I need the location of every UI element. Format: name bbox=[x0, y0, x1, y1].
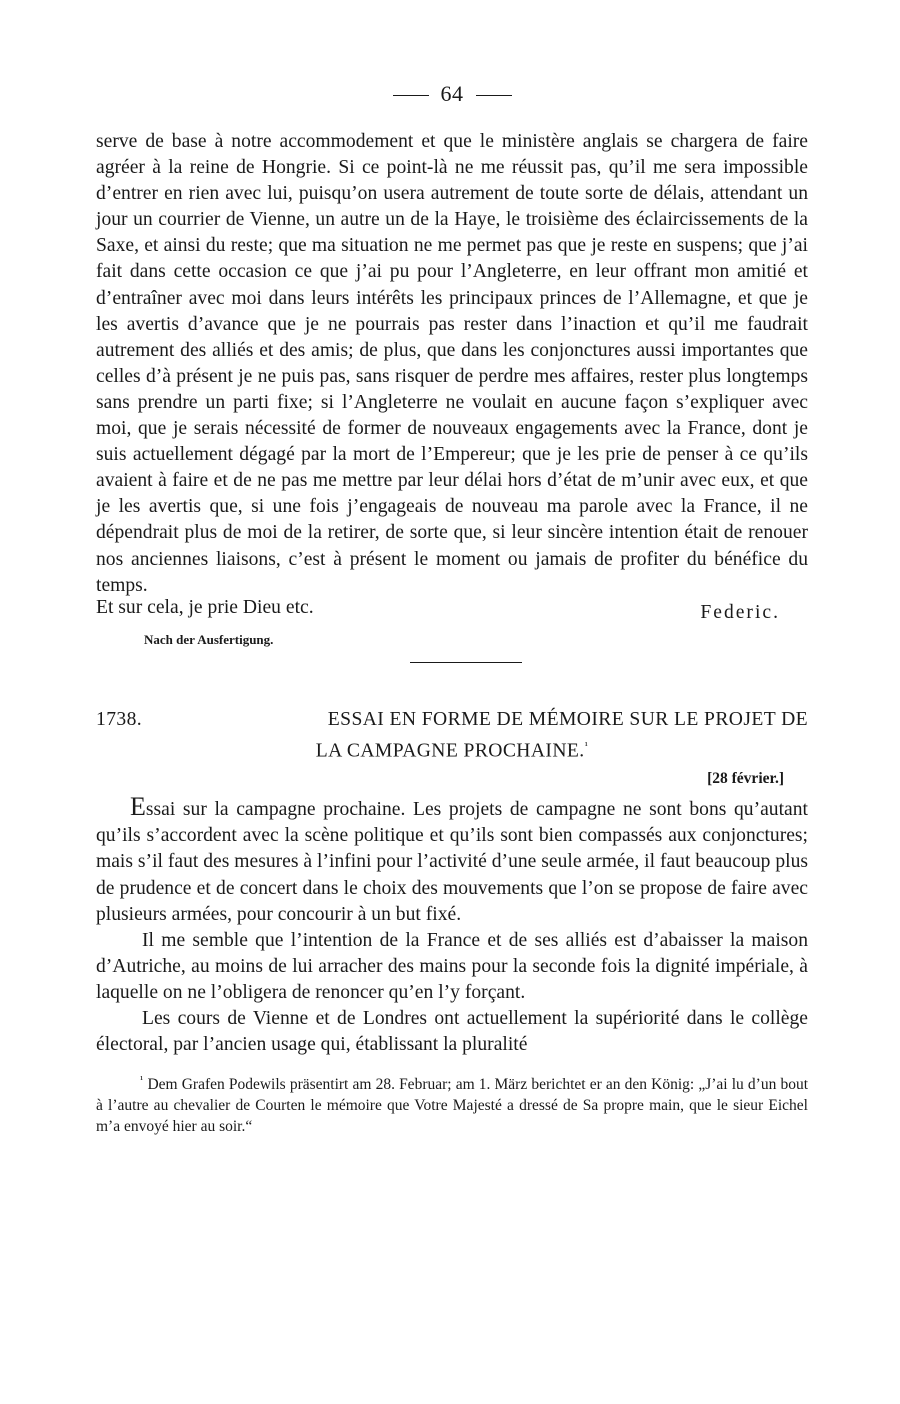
document-heading bbox=[96, 707, 808, 765]
document-number: 1738. bbox=[96, 708, 143, 730]
letter-signature: Federic. bbox=[700, 601, 780, 623]
document-date: [28 février.] bbox=[707, 770, 784, 788]
paragraph-initial: E bbox=[130, 792, 146, 822]
document-heading-line1 bbox=[96, 707, 808, 733]
document-paragraph-2: Il me semble que l’intention de la France et de ses alliés est d’abaisser la maison d’Autriche, au moins de lui arracher des mains pour la seconde fois la dignité impériale, à laquelle on ne l’obligera de renoncer qu’en l’y forçant. bbox=[96, 929, 808, 1003]
footnote-text: Dem Grafen Podewils präsentirt am 28. Februar; am 1. März berichtet er an den König: „J’ai lu d’un bout à l’autre au chevalier de Courten le mémoire que Votre Majesté a dressé de Sa propre main, que le sieur Eichel m’a envoyé hier au soir.“ bbox=[96, 1076, 808, 1136]
book-page bbox=[96, 80, 808, 1137]
document-heading-line2 bbox=[96, 733, 808, 765]
source-note: Nach der Ausfertigung. bbox=[144, 631, 274, 647]
document-title-line2: LA CAMPAGNE PROCHAINE. bbox=[315, 740, 585, 762]
letter-closing-row bbox=[96, 596, 808, 627]
document-paragraph-1 bbox=[96, 794, 808, 927]
section-separator bbox=[410, 662, 522, 663]
paragraph-1-text: ssai sur la campagne prochaine. Les projets de campagne ne sont bons qu’autant qu’ils s’accordent avec la scène politique et qu’ils sont bien compassés aux conjonctures; mais s’il faut des mesures à l’infini pour l’activité d’une seule armée, il faut beaucoup plus de prudence et de concert dans le choix des mouvements que l’on se propose de faire avec plusieurs armées, pour concourir à un but fixé. bbox=[96, 799, 808, 925]
page-number: 64 bbox=[440, 81, 464, 106]
footnote-mark: ¹ bbox=[140, 1074, 144, 1087]
footnote bbox=[96, 1070, 808, 1137]
letter-closing: Et sur cela, je prie Dieu etc. bbox=[96, 596, 314, 618]
document-paragraph-3: Les cours de Vienne et de Londres ont actuellement la supériorité dans le collège électoral, par l’ancien usage qui, établissant la pluralité bbox=[96, 1007, 808, 1056]
footnote-reference[interactable]: ¹ bbox=[584, 739, 589, 752]
page-number-dash-left bbox=[393, 95, 429, 96]
document-title-line1: ESSAI EN FORME DE MÉMOIRE SUR LE PROJET DE bbox=[327, 708, 808, 730]
page-number-line bbox=[96, 80, 808, 108]
letter-body: serve de base à notre accommodement et que le ministère anglais se chargera de faire agréer à la reine de Hongrie. Si ce point-là ne me réussit pas, qu’il me sera impossible d’entrer en rien avec lui, puisqu’on usera autrement de toute sorte de délais, attendant un jour un courrier de Vienne, un autre un de la Haye, le troisième des éclaircissements de la Saxe, et ainsi du reste; que ma situation ne me permet pas que je reste en suspens; que j’ai fait dans cette occasion ce que j’ai pu pour l’Angleterre, en leur offrant mon amitié et d’entraîner avec moi dans leurs intérêts les principaux princes de l’Allemagne, et que je les avertis d’avance que je ne pourrais pas rester dans l’inaction et qu’il me faudrait autrement des alliés et des amis; de plus, que dans les conjonctures aussi importantes que celles d’à présent je ne puis pas, sans risquer de perdre mes affaires, rester plus longtemps sans prendre un parti fixe; si l’Angleterre ne voulait en aucune façon s’expliquer avec moi, que je serais nécessité de former de nouveaux engagements avec la France, dont je suis actuellement dégagé par la mort de l’Empereur; que je les prie de penser à ce qu’ils avaient à faire et de ne pas me mettre par leur délai hors d’état de m’unir avec eux, et que je les avertis que, si une fois j’engageais de nouveau ma parole avec la France, il ne dépendrait plus de moi de la retirer, de sorte que, si leur sincère intention était de renouer nos anciennes liaisons, c’est à présent le moment ou jamais de profiter du bénéfice du temps. bbox=[96, 131, 808, 596]
page-number-dash-right bbox=[476, 95, 512, 96]
